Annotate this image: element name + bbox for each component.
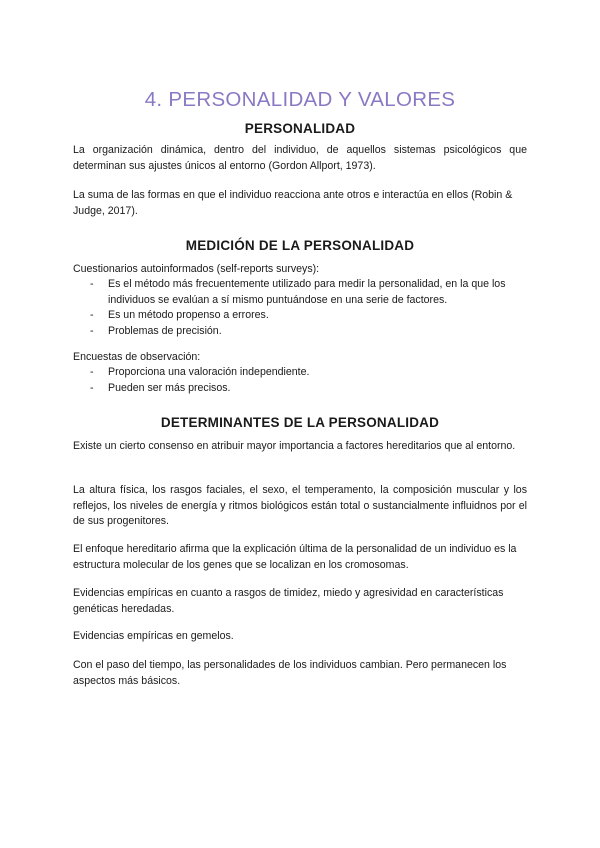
list-item-text: Proporciona una valoración independiente.: [108, 366, 310, 378]
list-item: [73, 277, 527, 308]
heading-determinantes: DETERMINANTES DE LA PERSONALIDAD: [160, 415, 440, 430]
paragraph-definicion-allport: La organización dinámica, dentro del individuo, de aquellos sistemas psicológicos que determinan sus ajustes únicos al entorno (Gordon Allport, 1973).: [73, 144, 527, 172]
list-item-text: Es un método propenso a errores.: [108, 309, 269, 321]
list-cuestionarios: [73, 277, 527, 339]
paragraph-definicion-robbins: La suma de las formas en que el individuo reacciona ante otros e interactúa en ellos (Robin & Judge, 2017).: [73, 189, 513, 217]
paragraph-cambio-personalidad: Con el paso del tiempo, las personalidades de los individuos cambian. Pero permanecen los aspectos más básicos.: [73, 659, 507, 687]
heading-medicion: MEDICIÓN DE LA PERSONALIDAD: [185, 238, 415, 253]
dash-bullet: -: [90, 381, 94, 394]
paragraph-enfoque-hereditario: El enfoque hereditario afirma que la explicación última de la personalidad de un individuo es la estructura molecular de los genes que se localizan en los cromosomas.: [73, 543, 517, 571]
paragraph-rasgos-fisicos: La altura física, los rasgos faciales, el sexo, el temperamento, la composición muscular y los reflejos, los niveles de energía y ritmos biológicos están total o sustancialmente influidnos por el de sus progenitores.: [73, 484, 527, 527]
paragraph-evidencias-rasgos: Evidencias empíricas en cuanto a rasgos de timidez, miedo y agresividad en características genéticas heredadas.: [73, 587, 504, 615]
list-item: [73, 381, 527, 397]
label-encuestas: Encuestas de observación:: [73, 351, 201, 363]
list-item: [73, 308, 527, 324]
dash-bullet: -: [90, 309, 94, 321]
list-item: [73, 365, 527, 381]
dash-bullet: -: [90, 278, 94, 290]
dash-bullet: -: [90, 366, 94, 378]
dash-bullet: -: [90, 324, 94, 337]
list-encuestas: [73, 365, 527, 396]
list-item: [73, 324, 527, 340]
label-cuestionarios: Cuestionarios autoinformados (self-reports surveys):: [73, 263, 320, 275]
paragraph-evidencias-gemelos: Evidencias empíricas en gemelos.: [73, 630, 234, 642]
heading-personalidad: PERSONALIDAD: [244, 121, 356, 136]
paragraph-consenso: Existe un cierto consenso en atribuir mayor importancia a factores hereditarios que al entorno.: [73, 440, 516, 452]
list-item-text: Problemas de precisión.: [108, 324, 222, 337]
list-item-text: Es el método más frecuentemente utilizado para medir la personalidad, en la que los individuos se evalúan a sí mismo puntuándose en una serie de factores.: [108, 278, 506, 306]
page-title: 4. PERSONALIDAD Y VALORES: [144, 87, 456, 111]
list-item-text: Pueden ser más precisos.: [108, 381, 231, 394]
